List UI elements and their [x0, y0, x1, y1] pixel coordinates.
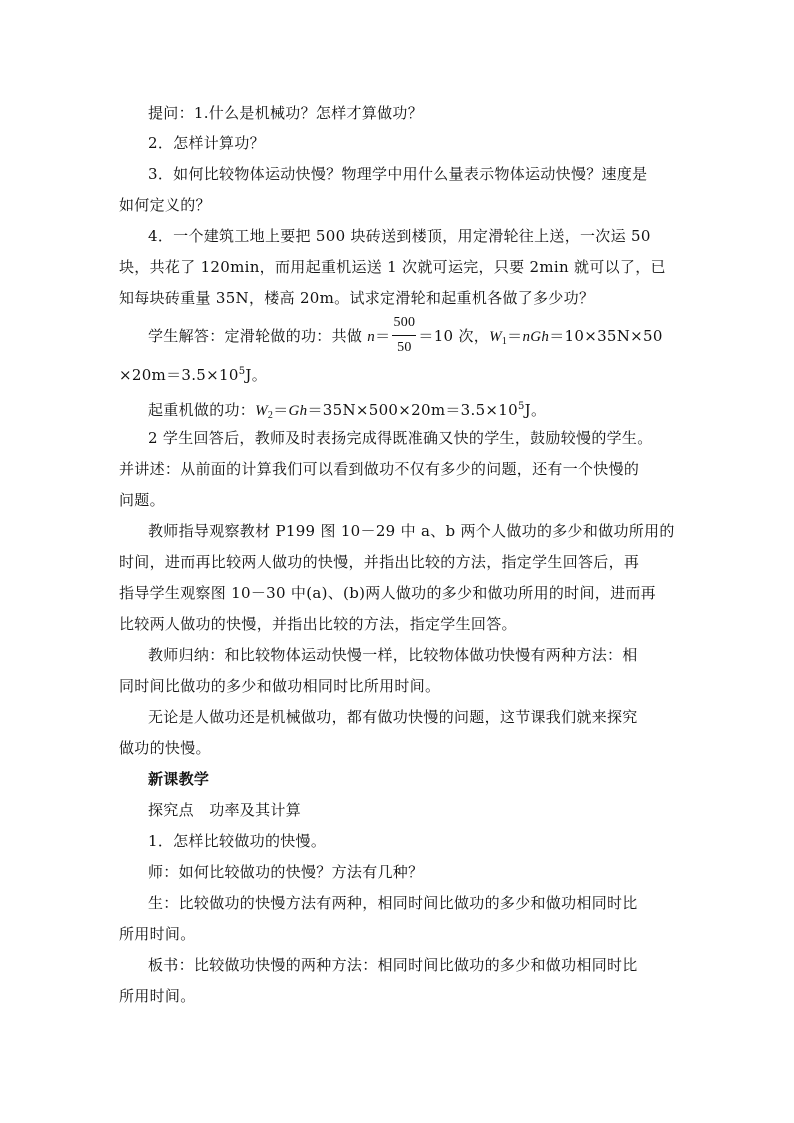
paragraph-7-line-1: 教师归纳：和比较物体运动快慢一样，比较物体做功快慢有两种方法：相: [148, 646, 638, 664]
paragraph-5-line-1: 2 学生回答后，教师及时表扬完成得既准确又快的学生，鼓励较慢的学生。: [148, 429, 653, 447]
var-w: W: [255, 403, 268, 419]
question-2: 2．怎样计算功？: [148, 134, 265, 152]
answer-lead: 学生解答：定滑轮做的功：共做: [148, 327, 368, 345]
w-subscript: 2: [267, 410, 274, 421]
fraction-numerator: 500: [393, 315, 416, 330]
student-answer-line-2: [119, 362, 267, 385]
var-gh: Gh: [288, 403, 308, 419]
question-3-line-1: 3．如何比较物体运动快慢？物理学中用什么量表示物体运动快慢？速度是: [148, 165, 648, 183]
paragraph-6-line-1: 教师指导观察教材 P199 图 10－29 中 a、b 两个人做功的多少和做功所用的: [148, 522, 675, 540]
paragraph-6-line-4: 比较两人做功的快慢，并指出比较的方法，指定学生回答。: [119, 615, 517, 633]
crane-lead: 起重机做的功：: [148, 401, 256, 419]
exponent: 5: [238, 366, 246, 377]
explore-point-heading: 探究点 功率及其计算: [148, 801, 302, 819]
equals: ＝: [273, 401, 289, 419]
question-3-line-2: 如何定义的？: [119, 196, 211, 214]
times-result: ＝10 次，: [418, 327, 490, 345]
board-note-line-1: 板书：比较做功快慢的两种方法：相同时间比做功的多少和做功相同时比: [148, 956, 638, 974]
paragraph-5-line-2: 并讲述：从前面的计算我们可以看到做功不仅有多少的问题，还有一个快慢的: [119, 460, 640, 478]
equals: ＝: [507, 327, 523, 345]
paragraph-6-line-2: 时间，进而再比较两人做功的快慢，并指出比较的方法，指定学生回答后，再: [119, 553, 640, 571]
answer-line2-text: ×20m＝3.5×10: [119, 366, 239, 384]
fraction: [390, 315, 418, 355]
crane-end: J。: [524, 401, 547, 419]
fraction-bar: [392, 335, 416, 336]
step-1: 1．怎样比较做功的快慢。: [148, 832, 327, 850]
w-subscript: 1: [501, 336, 508, 347]
question-4-line-1: 4．一个建筑工地上要把 500 块砖送到楼顶，用定滑轮往上送，一次运 50: [148, 227, 651, 245]
question-intro: 提问：1.什么是机械功？怎样才算做功？: [148, 104, 424, 122]
var-n: n: [367, 329, 376, 345]
section-heading-new-lesson: 新课教学: [148, 770, 210, 788]
crane-work-line: [148, 397, 546, 426]
board-note-line-2: 所用时间。: [119, 987, 196, 1005]
paragraph-8-line-1: 无论是人做功还是机械做功，都有做功快慢的问题，这节课我们就来探究: [148, 708, 638, 726]
exponent: 5: [517, 401, 525, 412]
question-4-line-2: 块，共花了 120min，而用起重机运送 1 次就可运完，只要 2min 就可以了，已: [119, 258, 666, 276]
equals: ＝: [375, 327, 391, 345]
student-reply-line-1: 生：比较做功的快慢方法有两种，相同时间比做功的多少和做功相同时比: [148, 894, 638, 912]
answer-line2-unit: J。: [245, 366, 267, 384]
answer-tail: ＝10×35N×50: [549, 327, 663, 345]
paragraph-8-line-2: 做功的快慢。: [119, 739, 211, 757]
fraction-denominator: 50: [397, 340, 412, 355]
student-answer-line-1: [148, 315, 663, 355]
question-4-line-3: 知每块砖重量 35N，楼高 20m。试求定滑轮和起重机各做了多少功？: [119, 289, 595, 307]
teacher-question: 师：如何比较做功的快慢？方法有几种？: [148, 863, 424, 881]
paragraph-6-line-3: 指导学生观察图 10－30 中(a)、(b)两人做功的多少和做功所用的时间，进而再: [119, 584, 656, 602]
var-ngh: nGh: [522, 329, 550, 345]
paragraph-5-line-3: 问题。: [119, 491, 165, 509]
crane-rest: ＝35N×500×20m＝3.5×10: [307, 401, 518, 419]
var-w: W: [489, 329, 502, 345]
student-reply-line-2: 所用时间。: [119, 925, 196, 943]
paragraph-7-line-2: 同时间比做功的多少和做功相同时比所用时间。: [119, 677, 441, 695]
